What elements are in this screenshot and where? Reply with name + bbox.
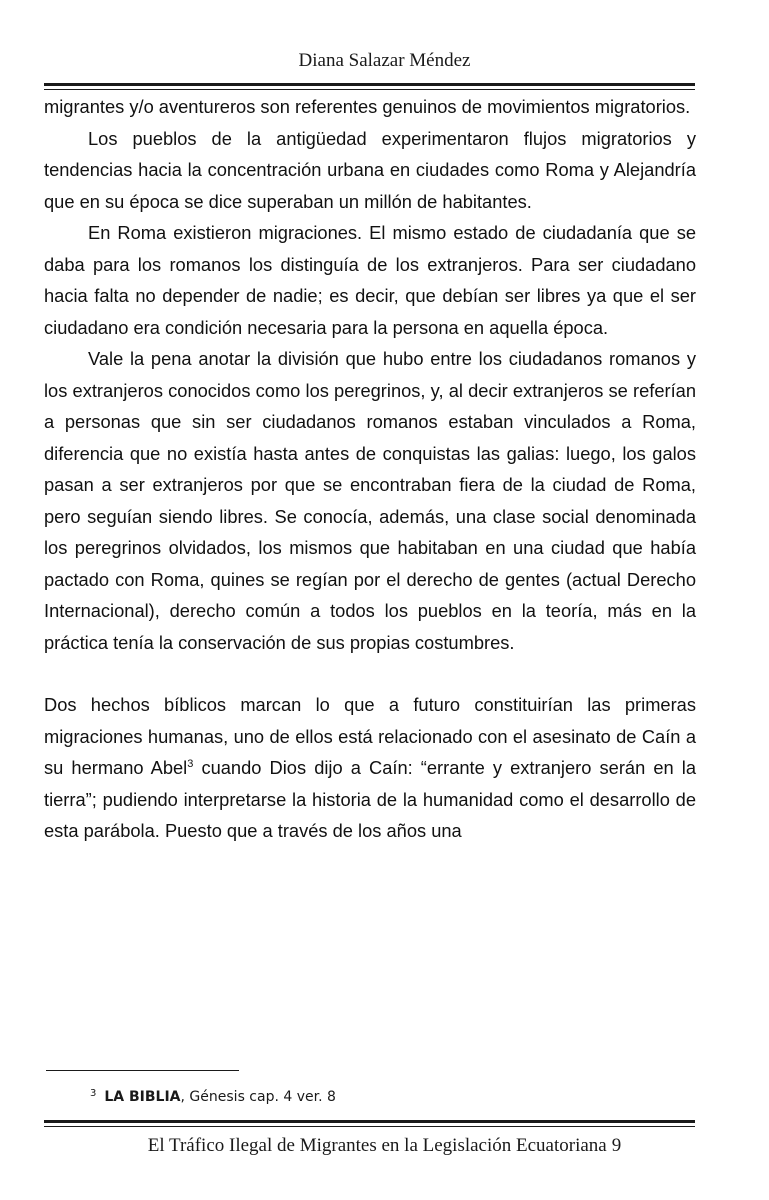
paragraph-4: Vale la pena anotar la división que hubo entre los ciudadanos romanos y los extranjeros conocidos como los peregrinos, y, al decir extranjeros se referían a personas que sin ser ciudadanos romanos estaban vinculados a Roma, diferencia que no existía hasta antes de conquistas las galias: luego, los galos pasan a ser extranjeros por que se encontraban fiera de la ciudad de Roma, pero seguían siendo libres. Se conocía, además, una clase social denominada los peregrinos olvidados, los mismos que habitaban en una ciudad que había pactado con Roma, quines se regían por el derecho de gentes (actual Derecho Internacional), derecho común a todos los pueblos en la teoría, más en la práctica tenía la conservación de sus propias costumbres. xyxy=(44,348,696,653)
footer-rule-thin xyxy=(44,1126,695,1127)
paragraph-1: migrantes y/o aventureros son referentes genuinos de movimientos migratorios. xyxy=(44,96,691,117)
footer-book-title: El Tráfico Ilegal de Migrantes en la Legislación Ecuatoriana xyxy=(147,1135,607,1156)
footnote-separator xyxy=(46,1070,239,1071)
footnote-source: LA BIBLIA xyxy=(104,1089,181,1105)
paragraph-2: Los pueblos de la antigüedad experimentaron flujos migratorios y tendencias hacia la concentración urbana en ciudades como Roma y Alejandría que en su época se dice superaban un millón de habitantes. xyxy=(44,127,696,212)
running-footer xyxy=(0,1135,769,1157)
footnote-marker: 3 xyxy=(90,1088,97,1099)
header-rule-thick xyxy=(44,83,695,86)
paragraph-5 xyxy=(44,689,696,847)
page-number: 9 xyxy=(611,1135,622,1156)
footnote-reference: , Génesis cap. 4 ver. 8 xyxy=(180,1089,336,1105)
footnote xyxy=(90,1088,336,1105)
running-header-author: Diana Salazar Méndez xyxy=(298,50,471,71)
footnote-reference-marker[interactable]: 3 xyxy=(187,758,194,770)
paragraph-5-text-end: cuando Dios dijo a Caín: “errante y extranjero serán en la tierra”; pudiendo interpretarse la historia de la humanidad como el desarrollo de esta parábola. Puesto que a través de los años una xyxy=(44,757,696,841)
main-text xyxy=(44,91,696,847)
paragraph-5-text-start: Dos hechos bíblicos marcan lo que a futuro constituirían las primeras migraciones humanas, uno de ellos está relacionado con el asesinato de Caín a su hermano Abel xyxy=(44,694,696,778)
paragraph-3: En Roma existieron migraciones. El mismo estado de ciudadanía que se daba para los romanos los distinguía de los extranjeros. Para ser ciudadano hacia falta no depender de nadie; es decir, que debían ser libres ya que el ser ciudadano era condición necesaria para la persona en aquella época. xyxy=(44,222,696,338)
header-rule-thin xyxy=(44,89,695,90)
footer-rule-thick xyxy=(44,1120,695,1123)
